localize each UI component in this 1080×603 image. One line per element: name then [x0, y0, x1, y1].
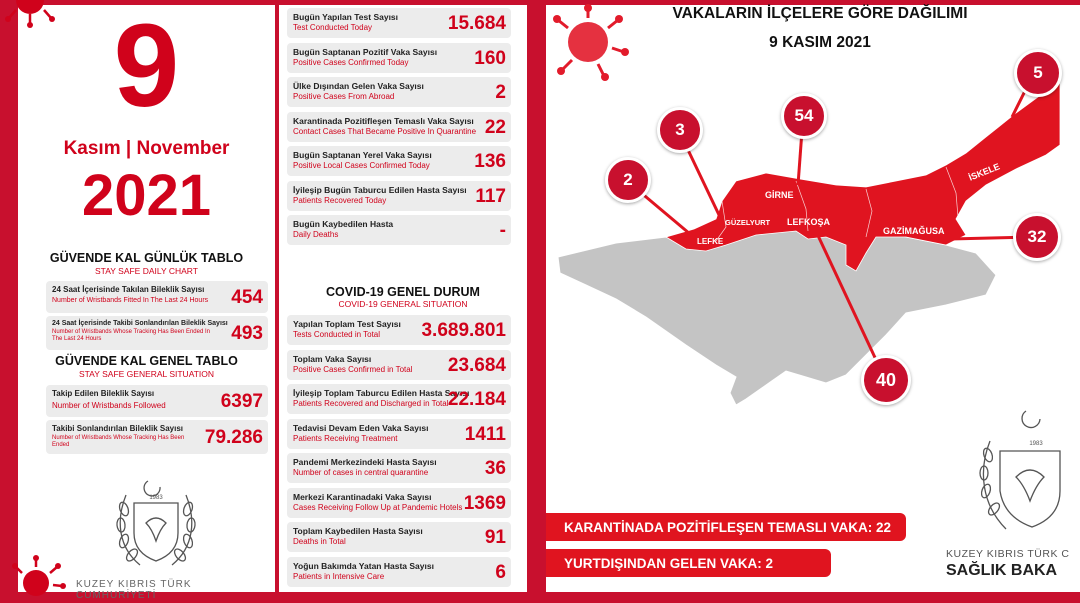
stat-label-en: Cases Receiving Follow Up at Pandemic Hotels: [293, 502, 463, 512]
stat-value: 6: [495, 561, 506, 583]
stat-label: İyileşip Toplam Taburcu Edilen Hasta Sayısı: [293, 388, 470, 398]
stat-card: [287, 315, 511, 345]
stat-label: Bugün Yapılan Test Sayısı: [293, 12, 399, 22]
stat-value: -: [499, 220, 506, 241]
left-panel: [18, 0, 275, 601]
cyprus-map: [546, 5, 1060, 425]
stat-value: 454: [231, 287, 263, 308]
virus-icon: [10, 553, 70, 603]
stat-label: Yoğun Bakımda Yatan Hasta Sayısı: [293, 560, 434, 571]
map-label-lefkosa: LEFKOŞA: [787, 217, 831, 227]
map-label-gazimagusa: GAZİMAĞUSA: [883, 226, 945, 236]
stat-label-en: Patients Recovered and Discharged in Total: [293, 399, 449, 408]
stat-label: Toplam Kaybedilen Hasta Sayısı: [293, 526, 423, 536]
map-north-region: [666, 83, 1060, 271]
stat-label: Pandemi Merkezindeki Hasta Sayısı: [293, 457, 437, 467]
stat-card: [287, 8, 511, 38]
stat-label: Takibi Sonlandırılan Bileklik Sayısı: [52, 424, 184, 433]
case-circle-lefkosa: 40: [861, 355, 911, 405]
stat-card: [287, 112, 511, 142]
stat-card: [287, 146, 511, 176]
stat-label: Ülke Dışından Gelen Vaka Sayısı: [293, 81, 424, 91]
ministry-footer-line1: KUZEY KIBRIS TÜRK C: [946, 548, 1070, 560]
stat-label-en: Positive Cases Confirmed Today: [293, 57, 409, 67]
stat-label: Bugün Kaybedilen Hasta: [293, 219, 394, 229]
stat-label: Bugün Saptanan Yerel Vaka Sayısı: [293, 150, 432, 160]
stat-card: [287, 384, 511, 414]
stat-card: [287, 215, 511, 245]
general-situation-subtitle: COVID-19 GENERAL SITUATION: [338, 299, 468, 309]
stat-card: [287, 350, 511, 380]
map-label-iskele: İSKELE: [967, 161, 1002, 183]
stat-card: [287, 453, 511, 483]
stat-card: [287, 43, 511, 73]
stat-card: [287, 77, 511, 107]
stat-label: Yapılan Toplam Test Sayısı: [293, 319, 401, 329]
stat-label-en: Number of Wristbands Whose Tracking Has Been Ended: [52, 435, 185, 448]
stat-value: 493: [231, 323, 263, 344]
stat-label: 24 Saat İçerisinde Takılan Bileklik Sayısı: [52, 285, 205, 294]
general-chart-title: GÜVENDE KAL GENEL TABLO: [55, 354, 238, 368]
stat-value: 136: [474, 151, 506, 172]
stat-label-en: Patients Receiving Treatment: [293, 433, 398, 443]
stat-label-en: Number of cases in central quarantine: [293, 468, 429, 477]
stat-label-en: Positive Local Cases Confirmed Today: [293, 161, 430, 170]
stat-value: 23.684: [447, 354, 506, 376]
stat-label-en: Number of Wristbands Fitted In The Last 24 Hours: [52, 297, 209, 304]
stat-value: 36: [484, 458, 506, 479]
stat-label-en: Deaths in Total: [293, 537, 346, 546]
map-label-lefke: LEFKE: [697, 237, 724, 246]
stat-label: Tedavisi Devam Eden Vaka Sayısı: [293, 422, 429, 433]
case-circle-girne: 54: [781, 93, 827, 139]
case-circle-lefke: 2: [605, 157, 651, 203]
stat-card: [287, 181, 511, 211]
stat-card: [287, 488, 511, 518]
daily-chart-title: GÜVENDE KAL GÜNLÜK TABLO: [49, 251, 244, 265]
stat-value: 91: [484, 527, 506, 548]
stat-card: [287, 557, 511, 587]
ministry-seal-icon: [976, 405, 1060, 545]
stat-value: 22: [484, 116, 506, 138]
stat-card: [46, 385, 268, 417]
right-panel-edge: [1060, 5, 1080, 592]
stat-label-en: Positive Cases From Abroad: [293, 92, 395, 101]
stat-value: 22.184: [447, 389, 506, 410]
general-chart-subtitle: STAY SAFE GENERAL SITUATION: [78, 369, 215, 379]
map-subtitle: 9 KASIM 2021: [769, 34, 871, 51]
stat-value: 79.286: [204, 427, 263, 448]
stat-value: 2: [495, 82, 506, 103]
stat-label-en: Test Conducted Today: [293, 23, 373, 32]
general-situation-title: COVID-19 GENEL DURUM: [326, 285, 480, 299]
stat-value: 117: [475, 185, 506, 207]
svg-text:1983: 1983: [149, 495, 163, 501]
stat-label-en: Tests Conducted in Total: [293, 330, 381, 339]
svg-text:1983: 1983: [1029, 441, 1043, 447]
daily-chart-subtitle: STAY SAFE DAILY CHART: [95, 266, 198, 276]
map-label-guzelyurt: GÜZELYURT: [725, 218, 771, 227]
stat-card: [287, 419, 511, 449]
case-circle-iskele: 5: [1014, 49, 1062, 97]
date-year: 2021: [81, 163, 212, 228]
stat-label: Merkezi Karantinadaki Vaka Sayısı: [293, 491, 432, 502]
footer-text: KUZEY KIBRIS TÜRK CUMHURİYETİ: [76, 579, 192, 601]
state-seal-icon: [110, 475, 202, 575]
stat-value: 160: [474, 47, 506, 69]
stat-label: İyileşip Bugün Taburcu Edilen Hasta Sayısı: [293, 184, 467, 195]
stat-label: Toplam Vaka Sayısı: [293, 353, 372, 364]
stat-value: 6397: [220, 391, 263, 412]
stat-label: 24 Saat İçerisinde Takibi Sonlandırılan Bileklik Sayısı: [52, 320, 228, 327]
stat-card: [46, 420, 268, 454]
map-title: VAKALARIN İLÇELERE GÖRE DAĞILIMI: [672, 5, 968, 22]
stat-card: [46, 316, 268, 350]
map-south-region: [558, 219, 996, 405]
ministry-footer-line2: SAĞLIK BAKA: [946, 562, 1058, 579]
stat-label-en: Patients Recovered Today: [293, 195, 387, 205]
stat-label-en: Daily Deaths: [293, 230, 339, 239]
abroad-cases-banner: YURTDIŞINDAN GELEN VAKA: 2: [546, 549, 831, 577]
stat-value: 3.689.801: [421, 320, 506, 341]
stat-label-en: Positive Cases Confirmed in Total: [293, 364, 413, 374]
stat-label: Karantinada Pozitifleşen Temaslı Vaka Sayısı: [293, 115, 474, 126]
virus-icon: [0, 0, 60, 40]
stat-label-en: Number of Wristbands Followed: [52, 401, 166, 410]
stat-label: Bugün Saptanan Pozitif Vaka Sayısı: [293, 46, 438, 57]
case-circle-gazimagusa: 32: [1013, 213, 1061, 261]
stat-card: [287, 522, 511, 552]
stat-value: 15.684: [447, 13, 506, 34]
stat-card: [46, 281, 268, 313]
stat-value: 1411: [464, 423, 506, 445]
case-circle-guzelyurt: 3: [657, 107, 703, 153]
stat-label: Takip Edilen Bileklik Sayısı: [52, 389, 155, 398]
date-day: 9: [113, 0, 180, 132]
stat-value: 1369: [463, 492, 506, 514]
map-label-girne: GİRNE: [765, 190, 794, 200]
quarantine-contact-banner: KARANTİNADA POZİTİFLEŞEN TEMASLI VAKA: 22: [546, 513, 906, 541]
stat-label-en: Patients in Intensive Care: [293, 571, 385, 581]
stat-label-en: Contact Cases That Became Positive In Quarantine: [293, 126, 477, 136]
stat-label-en: Number of Wristbands Whose Tracking Has Been Ended In The Last 24 Hours: [52, 329, 210, 342]
date-month: Kasım | November: [63, 138, 230, 159]
